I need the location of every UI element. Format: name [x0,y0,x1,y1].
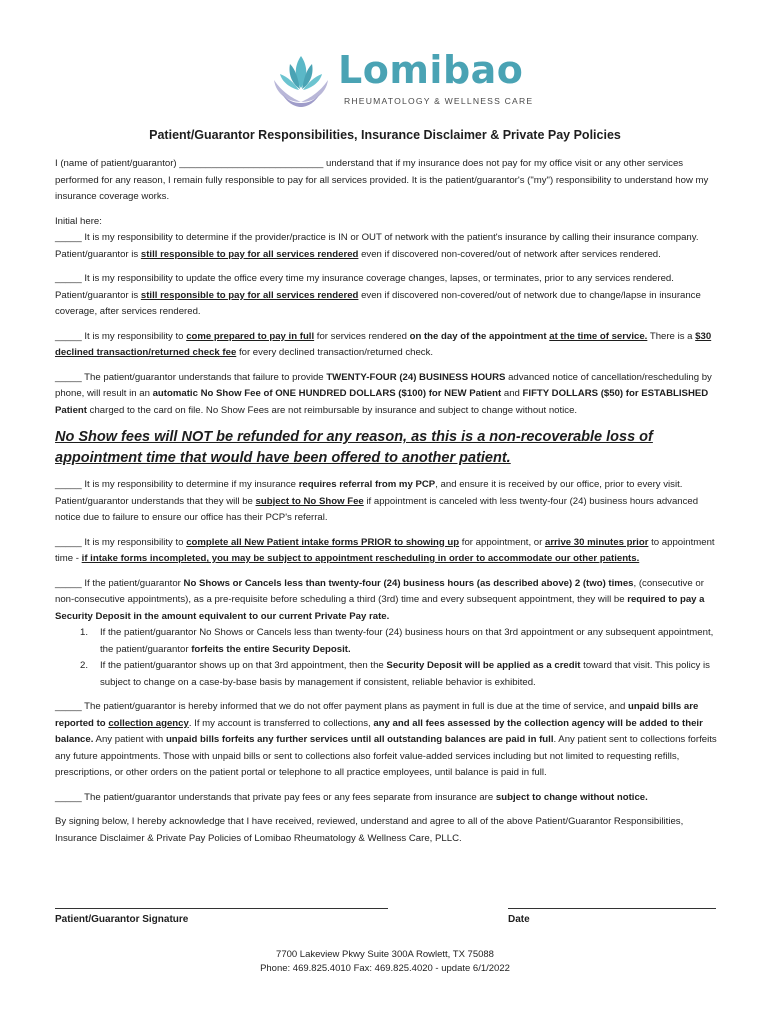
list-item-text-end: toward that visit. This policy is subject to change on a case-by-base basis by management if consistent, reliable behavior is exhibited. [100,660,710,688]
policy-collections-emphasis-3: unpaid bills forfeits any further services until all outstanding balances are paid in full [165,734,554,745]
policy-intake-emphasis-1: complete all New Patient intake forms PRIOR to showing up [186,536,460,548]
policy-no-show-text-end: charged to the card on file. No Show Fees are not reimbursable by insurance and subject to change without notice. [87,404,578,416]
policy-intake-text-2: for appointment, or [459,536,545,548]
footer [0,948,770,976]
lotus-hands-icon [268,50,334,110]
document-title: Patient/Guarantor Responsibilities, Insurance Disclaimer & Private Pay Policies [149,128,621,142]
policy-no-show-hours: TWENTY-FOUR (24) BUSINESS HOURS [326,371,506,383]
policy-update-emphasis: still responsible to pay for all services rendered [140,289,359,301]
policy-referral-text-2: , and ensure it is received by our office, prior to every visit. Patient/guarantor understands that they will be [55,479,683,507]
policy-referral-text-end: if appointment is canceled with less twenty-four (24) business hours advanced notice due to failure to ensure our office has their PCP's referral. [55,495,699,523]
policy-collections-text: _____ The patient/guarantor is hereby informed that we do not offer payment plans as payment in full is due at the time of service, and [55,701,628,712]
policy-no-show-new-fee: automatic No Show Fee of ONE HUNDRED DOLLARS ($100) for NEW Patient [152,388,502,399]
list-item-emphasis: Security Deposit will be applied as a credit [386,660,581,671]
list-item-emphasis: forfeits the entire Security Deposit. [191,643,351,655]
list-item [55,625,720,658]
deposit-conditions-list [55,625,720,691]
signature-label: Patient/Guarantor Signature [55,914,189,925]
policy-intake-emphasis-3: if intake forms incompleted, you may be subject to appointment rescheduling in order to accommodate our other patients. [81,553,640,564]
policy-intake [55,535,720,568]
policy-private-pay-emphasis: subject to change without notice. [495,791,648,803]
signature-line[interactable] [55,908,388,909]
date-label: Date [508,914,530,925]
practice-logo [268,50,588,116]
policy-payment-fee: $30 declined transaction/returned check fee [55,330,712,358]
policy-payment-emphasis-3: at the time of service. [549,330,648,342]
list-item-number: 2. [80,660,89,671]
policy-collections-emphasis-1: unpaid bills are reported to [55,701,699,729]
policy-payment-text-end: for every declined transaction/returned check. [236,347,434,358]
policy-deposit [55,576,720,626]
list-item-text: If the patient/guarantor No Shows or Cancels less than twenty-four (24) business hours on that 3rd appointment or any subsequent appointment, the patient/guarantor [100,627,714,655]
policy-private-pay [55,790,720,807]
policy-intake-text: _____ It is my responsibility to [55,536,187,548]
policy-deposit-emphasis-2: required to pay a Security Deposit in the amount equivalent to our current Private Pay rate. [55,594,705,622]
logo-tagline: RHEUMATOLOGY & WELLNESS CARE [344,96,534,106]
policy-collections-text-end: . Any patient sent to collections forfeits any future appointments. Those with unpaid bills or sent to collections also forfeit value-added services including but not limited to requesting refills, prescriptions, or other orders on the patient portal or telephone to all practice employees, until balance is paid in full. [55,734,717,778]
policy-payment [55,329,720,362]
footer-contact: Phone: 469.825.4010 Fax: 469.825.4020 - update 6/1/2022 [260,963,510,974]
policy-body [55,156,720,855]
policy-no-show-established-fee: FIFTY DOLLARS ($50) for ESTABLISHED Patient [55,388,709,416]
policy-network-text: _____ It is my responsibility to determine if the provider/practice is IN or OUT of network with the patient's insurance by calling their insurance company. Patient/guarantor is [55,232,699,260]
policy-no-show-and: and [501,388,523,399]
policy-private-pay-text: _____ The patient/guarantor understands that private pay fees or any fees separate from insurance are [55,791,496,803]
policy-payment-text-3: There is a [647,330,696,342]
acknowledgement-paragraph: By signing below, I hereby acknowledge that I have received, reviewed, understand and agree to all of the above Patient/Guarantor Responsibilities, Insurance Disclaimer & Private Pay Policies of Lomibao Rheumatology & Wellness Care, PLLC. [55,816,684,844]
intro-paragraph: I (name of patient/guarantor) ___________________________ understand that if my insurance does not pay for my office visit or any other services performed for any reason, I remain fully responsible to pay for all services provided. It is the patient/guarantor's ("my") responsibility to understand how my insurance coverage works. [55,158,709,202]
policy-collections-text-2: . If my account is transferred to collections, [188,717,374,729]
list-item [55,658,720,691]
policy-collections [55,699,720,782]
policy-payment-emphasis-2: on the day of the appointment [409,330,550,342]
policy-payment-text: _____ It is my responsibility to [55,330,187,342]
policy-referral-fee: subject to No Show Fee [255,495,364,507]
footer-address: 7700 Lakeview Pkwy Suite 300A Rowlett, TX 75088 [276,949,494,960]
policy-deposit-text-2: , (consecutive or non-consecutive appointments), as a pre-requisite before scheduling a third (3rd) time and every subsequent appointment, they will be [55,577,704,605]
refund-notice: No Show fees will NOT be refunded for any reason, as this is a non-recoverable loss of appointment time that would have been offered to another patient. [55,429,653,466]
policy-collections-agency: collection agency [108,717,189,729]
policy-intake-emphasis-2: arrive 30 minutes prior [544,536,649,548]
policy-update-text-end: even if discovered non-covered/out of network due to change/lapse in insurance coverage, after services rendered. [55,289,701,317]
policy-deposit-emphasis-1: No Shows or Cancels less than twenty-four (24) business hours (as described above) 2 (two) times [183,577,634,589]
policy-deposit-text: _____ If the patient/guarantor [55,577,184,589]
list-item-number: 1. [80,627,89,638]
policy-collections-text-3: Any patient with [93,734,166,745]
policy-update-text: _____ It is my responsibility to update the office every time my insurance coverage changes, lapses, or terminates, prior to any services rendered. Patient/guarantor is [55,273,674,301]
policy-intake-text-3: to appointment time - [55,536,715,564]
policy-update [55,271,720,321]
policy-network-emphasis: still responsible to pay for all services rendered [140,248,359,260]
policy-network [55,230,720,263]
policy-no-show-text: _____ The patient/guarantor understands that failure to provide [55,371,327,383]
date-line[interactable] [508,908,716,909]
policy-payment-emphasis-1: come prepared to pay in full [186,330,315,342]
policy-no-show-text-2: advanced notice of cancellation/rescheduling by phone, will result in an [55,371,712,399]
policy-collections-emphasis-2: any and all fees assessed by the collection agency will be added to their balance. [55,717,703,745]
policy-no-show [55,370,720,420]
policy-payment-text-2: for services rendered [314,330,410,342]
policy-referral-emphasis: requires referral from my PCP [298,479,436,490]
list-item-text: If the patient/guarantor shows up on that 3rd appointment, then the [100,660,387,671]
policy-referral [55,477,720,527]
logo-name: Lomibao [338,48,524,92]
policy-referral-text: _____ It is my responsibility to determine if my insurance [55,479,299,490]
initial-here-label: Initial here: [55,215,102,227]
policy-network-text-end: even if discovered non-covered/out of network after services rendered. [358,248,661,260]
